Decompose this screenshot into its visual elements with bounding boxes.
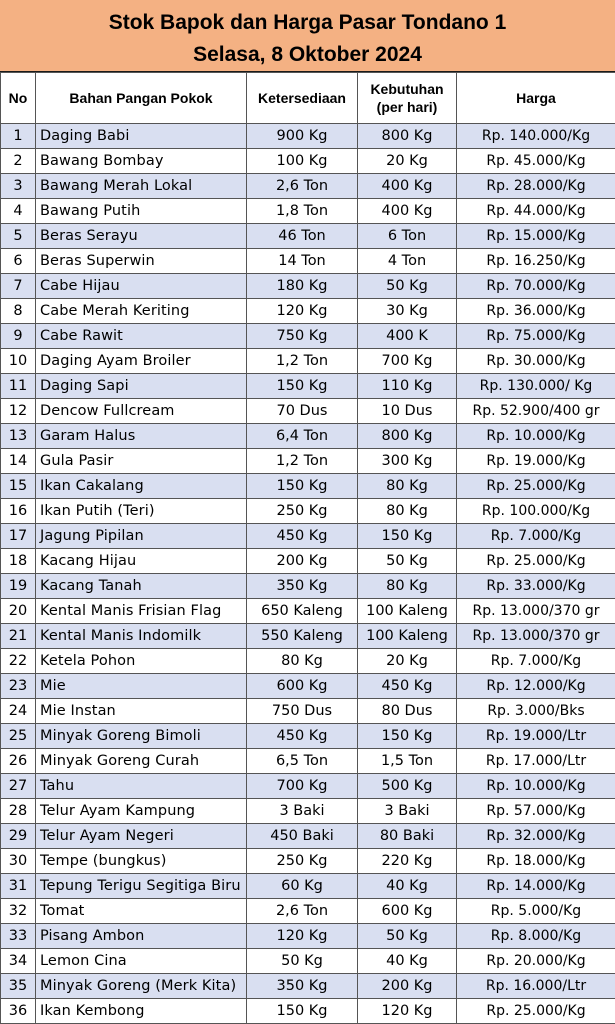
row-number: 19: [1, 574, 36, 599]
table-row: [1, 299, 615, 324]
row-number: 8: [1, 299, 36, 324]
row-commodity-name: Cabe Rawit: [36, 324, 247, 349]
row-price: Rp. 14.000/Kg: [457, 874, 615, 899]
row-commodity-name: Gula Pasir: [36, 449, 247, 474]
row-stock: 350 Kg: [247, 974, 358, 999]
table-header-row: [1, 73, 615, 124]
table-row: [1, 849, 615, 874]
row-number: 10: [1, 349, 36, 374]
row-commodity-name: Kental Manis Indomilk: [36, 624, 247, 649]
row-number: 32: [1, 899, 36, 924]
row-number: 27: [1, 774, 36, 799]
row-commodity-name: Tahu: [36, 774, 247, 799]
row-price: Rp. 28.000/Kg: [457, 174, 615, 199]
table-row: [1, 974, 615, 999]
table-row: [1, 524, 615, 549]
row-number: 35: [1, 974, 36, 999]
row-stock: 14 Ton: [247, 249, 358, 274]
row-daily-need: 1,5 Ton: [358, 749, 457, 774]
row-price: Rp. 25.000/Kg: [457, 474, 615, 499]
row-number: 15: [1, 474, 36, 499]
row-stock: 700 Kg: [247, 774, 358, 799]
row-number: 25: [1, 724, 36, 749]
column-header-name: Bahan Pangan Pokok: [36, 73, 247, 124]
row-number: 7: [1, 274, 36, 299]
row-price: Rp. 13.000/370 gr: [457, 599, 615, 624]
row-commodity-name: Beras Serayu: [36, 224, 247, 249]
row-commodity-name: Bawang Merah Lokal: [36, 174, 247, 199]
table-row: [1, 699, 615, 724]
row-daily-need: 80 Baki: [358, 824, 457, 849]
row-number: 29: [1, 824, 36, 849]
table-row: [1, 824, 615, 849]
row-commodity-name: Kacang Hijau: [36, 549, 247, 574]
row-number: 14: [1, 449, 36, 474]
table-row: [1, 399, 615, 424]
row-number: 28: [1, 799, 36, 824]
row-daily-need: 40 Kg: [358, 949, 457, 974]
row-price: Rp. 8.000/Kg: [457, 924, 615, 949]
row-commodity-name: Minyak Goreng Curah: [36, 749, 247, 774]
price-table: [0, 72, 615, 1024]
row-daily-need: 40 Kg: [358, 874, 457, 899]
row-price: Rp. 16.250/Kg: [457, 249, 615, 274]
row-commodity-name: Kacang Tanah: [36, 574, 247, 599]
row-commodity-name: Daging Ayam Broiler: [36, 349, 247, 374]
table-row: [1, 949, 615, 974]
row-daily-need: 800 Kg: [358, 124, 457, 149]
row-commodity-name: Daging Sapi: [36, 374, 247, 399]
table-body: [1, 124, 615, 1024]
row-stock: 6,4 Ton: [247, 424, 358, 449]
row-stock: 450 Baki: [247, 824, 358, 849]
row-price: Rp. 18.000/Kg: [457, 849, 615, 874]
row-daily-need: 600 Kg: [358, 899, 457, 924]
row-commodity-name: Mie Instan: [36, 699, 247, 724]
row-price: Rp. 7.000/Kg: [457, 524, 615, 549]
row-number: 12: [1, 399, 36, 424]
row-commodity-name: Jagung Pipilan: [36, 524, 247, 549]
table-row: [1, 774, 615, 799]
table-row: [1, 124, 615, 149]
row-daily-need: 30 Kg: [358, 299, 457, 324]
row-daily-need: 20 Kg: [358, 649, 457, 674]
row-number: 6: [1, 249, 36, 274]
table-row: [1, 424, 615, 449]
row-price: Rp. 57.000/Kg: [457, 799, 615, 824]
table-row: [1, 499, 615, 524]
row-daily-need: 50 Kg: [358, 549, 457, 574]
row-price: Rp. 44.000/Kg: [457, 199, 615, 224]
column-header-need: [358, 73, 457, 124]
row-commodity-name: Telur Ayam Kampung: [36, 799, 247, 824]
table-row: [1, 899, 615, 924]
document-header: [0, 0, 615, 72]
row-price: Rp. 25.000/Kg: [457, 549, 615, 574]
row-commodity-name: Beras Superwin: [36, 249, 247, 274]
row-stock: 3 Baki: [247, 799, 358, 824]
row-stock: 150 Kg: [247, 999, 358, 1024]
row-commodity-name: Lemon Cina: [36, 949, 247, 974]
row-commodity-name: Pisang Ambon: [36, 924, 247, 949]
row-price: Rp. 7.000/Kg: [457, 649, 615, 674]
row-stock: 200 Kg: [247, 549, 358, 574]
table-row: [1, 649, 615, 674]
row-price: Rp. 20.000/Kg: [457, 949, 615, 974]
row-daily-need: 110 Kg: [358, 374, 457, 399]
row-stock: 2,6 Ton: [247, 899, 358, 924]
table-row: [1, 374, 615, 399]
row-price: Rp. 30.000/Kg: [457, 349, 615, 374]
row-stock: 1,2 Ton: [247, 449, 358, 474]
row-stock: 100 Kg: [247, 149, 358, 174]
row-commodity-name: Bawang Bombay: [36, 149, 247, 174]
table-row: [1, 574, 615, 599]
row-number: 17: [1, 524, 36, 549]
row-stock: 1,2 Ton: [247, 349, 358, 374]
table-row: [1, 624, 615, 649]
row-number: 4: [1, 199, 36, 224]
table-row: [1, 449, 615, 474]
row-commodity-name: Ikan Kembong: [36, 999, 247, 1024]
row-price: Rp. 36.000/Kg: [457, 299, 615, 324]
table-row: [1, 799, 615, 824]
row-daily-need: 220 Kg: [358, 849, 457, 874]
row-price: Rp. 3.000/Bks: [457, 699, 615, 724]
row-stock: 6,5 Ton: [247, 749, 358, 774]
row-price: Rp. 19.000/Ltr: [457, 724, 615, 749]
row-price: Rp. 12.000/Kg: [457, 674, 615, 699]
row-commodity-name: Daging Babi: [36, 124, 247, 149]
row-number: 16: [1, 499, 36, 524]
row-number: 20: [1, 599, 36, 624]
row-daily-need: 80 Kg: [358, 574, 457, 599]
row-daily-need: 800 Kg: [358, 424, 457, 449]
row-price: Rp. 70.000/Kg: [457, 274, 615, 299]
row-number: 1: [1, 124, 36, 149]
row-stock: 250 Kg: [247, 849, 358, 874]
row-stock: 70 Dus: [247, 399, 358, 424]
row-daily-need: 450 Kg: [358, 674, 457, 699]
row-price: Rp. 10.000/Kg: [457, 424, 615, 449]
row-daily-need: 500 Kg: [358, 774, 457, 799]
table-row: [1, 724, 615, 749]
row-stock: 150 Kg: [247, 374, 358, 399]
row-daily-need: 400 Kg: [358, 174, 457, 199]
row-daily-need: 10 Dus: [358, 399, 457, 424]
table-row: [1, 349, 615, 374]
row-daily-need: 700 Kg: [358, 349, 457, 374]
document-title: Stok Bapok dan Harga Pasar Tondano 1: [108, 11, 507, 34]
row-daily-need: 150 Kg: [358, 524, 457, 549]
row-commodity-name: Cabe Hijau: [36, 274, 247, 299]
row-stock: 2,6 Ton: [247, 174, 358, 199]
row-commodity-name: Tempe (bungkus): [36, 849, 247, 874]
row-number: 9: [1, 324, 36, 349]
column-header-need-line2: (per hari): [376, 99, 438, 115]
row-price: Rp. 15.000/Kg: [457, 224, 615, 249]
table-row: [1, 924, 615, 949]
row-number: 21: [1, 624, 36, 649]
row-daily-need: 3 Baki: [358, 799, 457, 824]
row-price: Rp. 100.000/Kg: [457, 499, 615, 524]
table-row: [1, 474, 615, 499]
row-number: 22: [1, 649, 36, 674]
row-commodity-name: Ketela Pohon: [36, 649, 247, 674]
row-commodity-name: Tepung Terigu Segitiga Biru: [36, 874, 247, 899]
row-commodity-name: Minyak Goreng Bimoli: [36, 724, 247, 749]
row-commodity-name: Kental Manis Frisian Flag: [36, 599, 247, 624]
row-number: 13: [1, 424, 36, 449]
row-daily-need: 50 Kg: [358, 274, 457, 299]
column-header-no: No: [1, 73, 36, 124]
row-stock: 120 Kg: [247, 299, 358, 324]
row-stock: 50 Kg: [247, 949, 358, 974]
row-stock: 550 Kaleng: [247, 624, 358, 649]
row-number: 11: [1, 374, 36, 399]
table-row: [1, 249, 615, 274]
row-commodity-name: Garam Halus: [36, 424, 247, 449]
row-stock: 450 Kg: [247, 724, 358, 749]
table-row: [1, 599, 615, 624]
row-stock: 120 Kg: [247, 924, 358, 949]
row-daily-need: 100 Kaleng: [358, 599, 457, 624]
row-commodity-name: Ikan Cakalang: [36, 474, 247, 499]
row-daily-need: 400 Kg: [358, 199, 457, 224]
table-row: [1, 749, 615, 774]
row-price: Rp. 25.000/Kg: [457, 999, 615, 1024]
row-price: Rp. 16.000/Ltr: [457, 974, 615, 999]
row-number: 2: [1, 149, 36, 174]
row-number: 5: [1, 224, 36, 249]
row-number: 3: [1, 174, 36, 199]
row-daily-need: 4 Ton: [358, 249, 457, 274]
table-row: [1, 274, 615, 299]
row-stock: 80 Kg: [247, 649, 358, 674]
row-number: 34: [1, 949, 36, 974]
table-row: [1, 224, 615, 249]
row-number: 36: [1, 999, 36, 1024]
row-commodity-name: Dencow Fullcream: [36, 399, 247, 424]
row-price: Rp. 75.000/Kg: [457, 324, 615, 349]
row-stock: 650 Kaleng: [247, 599, 358, 624]
row-stock: 900 Kg: [247, 124, 358, 149]
column-header-price: Harga: [457, 73, 615, 124]
row-price: Rp. 13.000/370 gr: [457, 624, 615, 649]
document-date: Selasa, 8 Oktober 2024: [193, 43, 422, 66]
table-row: [1, 999, 615, 1024]
row-stock: 180 Kg: [247, 274, 358, 299]
row-commodity-name: Cabe Merah Keriting: [36, 299, 247, 324]
row-daily-need: 50 Kg: [358, 924, 457, 949]
row-number: 18: [1, 549, 36, 574]
row-daily-need: 400 K: [358, 324, 457, 349]
row-commodity-name: Tomat: [36, 899, 247, 924]
row-daily-need: 100 Kaleng: [358, 624, 457, 649]
row-daily-need: 20 Kg: [358, 149, 457, 174]
row-commodity-name: Mie: [36, 674, 247, 699]
row-stock: 250 Kg: [247, 499, 358, 524]
table-row: [1, 174, 615, 199]
row-stock: 60 Kg: [247, 874, 358, 899]
row-stock: 150 Kg: [247, 474, 358, 499]
row-daily-need: 120 Kg: [358, 999, 457, 1024]
row-price: Rp. 33.000/Kg: [457, 574, 615, 599]
column-header-stock: Ketersediaan: [247, 73, 358, 124]
column-header-need-line1: Kebutuhan: [370, 81, 444, 97]
row-price: Rp. 19.000/Kg: [457, 449, 615, 474]
row-daily-need: 6 Ton: [358, 224, 457, 249]
row-price: Rp. 17.000/Ltr: [457, 749, 615, 774]
row-stock: 350 Kg: [247, 574, 358, 599]
row-daily-need: 80 Kg: [358, 474, 457, 499]
table-row: [1, 149, 615, 174]
row-price: Rp. 130.000/ Kg: [457, 374, 615, 399]
row-number: 31: [1, 874, 36, 899]
row-number: 23: [1, 674, 36, 699]
row-stock: 1,8 Ton: [247, 199, 358, 224]
row-number: 30: [1, 849, 36, 874]
row-daily-need: 80 Dus: [358, 699, 457, 724]
table-row: [1, 874, 615, 899]
table-row: [1, 549, 615, 574]
row-price: Rp. 10.000/Kg: [457, 774, 615, 799]
row-stock: 600 Kg: [247, 674, 358, 699]
row-stock: 750 Dus: [247, 699, 358, 724]
row-price: Rp. 52.900/400 gr: [457, 399, 615, 424]
table-row: [1, 199, 615, 224]
row-commodity-name: Telur Ayam Negeri: [36, 824, 247, 849]
row-stock: 46 Ton: [247, 224, 358, 249]
row-daily-need: 150 Kg: [358, 724, 457, 749]
row-price: Rp. 32.000/Kg: [457, 824, 615, 849]
row-stock: 450 Kg: [247, 524, 358, 549]
row-price: Rp. 45.000/Kg: [457, 149, 615, 174]
row-number: 33: [1, 924, 36, 949]
row-number: 26: [1, 749, 36, 774]
row-number: 24: [1, 699, 36, 724]
row-commodity-name: Ikan Putih (Teri): [36, 499, 247, 524]
row-commodity-name: Minyak Goreng (Merk Kita): [36, 974, 247, 999]
row-price: Rp. 140.000/Kg: [457, 124, 615, 149]
row-daily-need: 200 Kg: [358, 974, 457, 999]
row-stock: 750 Kg: [247, 324, 358, 349]
table-row: [1, 324, 615, 349]
row-commodity-name: Bawang Putih: [36, 199, 247, 224]
row-price: Rp. 5.000/Kg: [457, 899, 615, 924]
row-daily-need: 80 Kg: [358, 499, 457, 524]
table-row: [1, 674, 615, 699]
row-daily-need: 300 Kg: [358, 449, 457, 474]
